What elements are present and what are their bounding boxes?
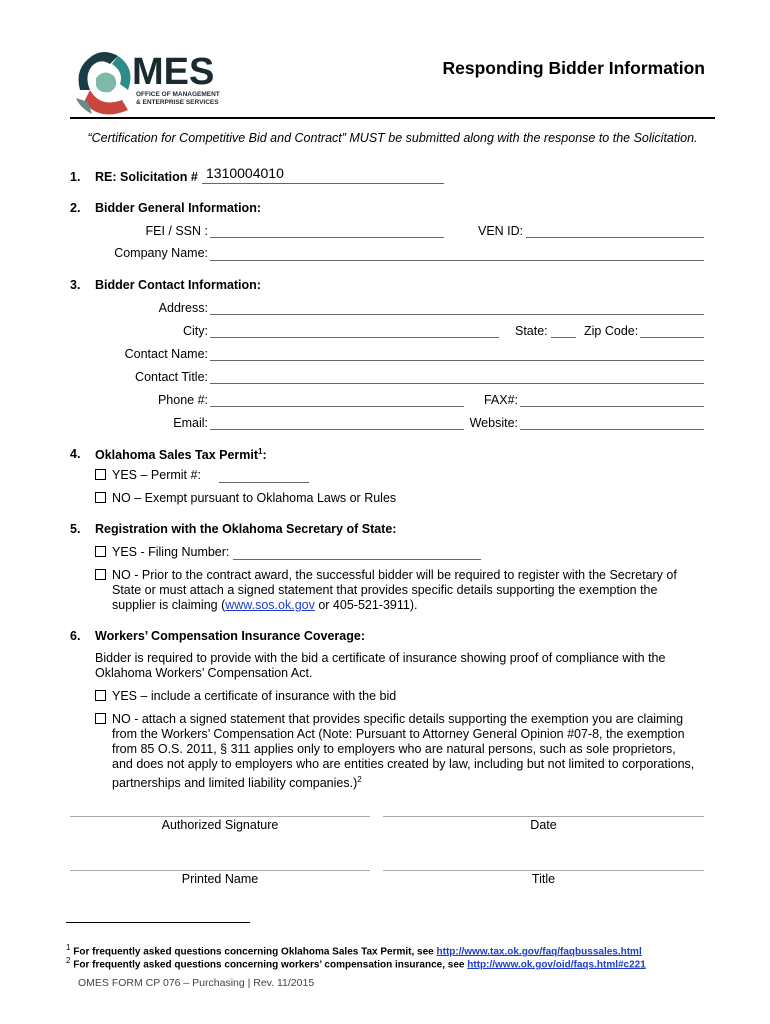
printed-name-line[interactable]	[70, 870, 370, 871]
svg-text:OFFICE OF MANAGEMENT: OFFICE OF MANAGEMENT	[136, 91, 220, 98]
fei-ssn-label: FEI / SSN :	[145, 224, 208, 238]
section-6-number: 6.	[70, 629, 81, 643]
company-name-field[interactable]	[210, 260, 704, 261]
sales-tax-permit-heading	[95, 447, 267, 462]
workers-comp-no-line-4: and does not apply to employers who are entities created by law, including but not limited to corporations,	[112, 757, 695, 771]
workers-comp-no-line-5-text: partnerships and limited liability companies.)	[112, 776, 358, 791]
printed-name-label: Printed Name	[181, 872, 259, 886]
solicitation-label: RE: Solicitation #	[95, 170, 198, 184]
ven-id-field[interactable]	[526, 237, 704, 238]
section-1-number: 1.	[70, 170, 81, 184]
footnote-1-number: 1	[66, 943, 71, 952]
state-label: State:	[515, 324, 548, 338]
zip-code-field[interactable]	[640, 337, 704, 338]
workers-comp-no-line-5	[112, 772, 694, 791]
sos-no-line-2: State or must attach a signed statement that provides specific details supporting the exemption the	[112, 583, 658, 597]
sos-no-line-3-post: or 405-521-3911).	[314, 598, 418, 612]
svg-text:& ENTERPRISE SERVICES: & ENTERPRISE SERVICES	[136, 99, 219, 106]
workers-comp-no-checkbox[interactable]	[95, 713, 106, 724]
svg-text:MES: MES	[132, 51, 215, 93]
city-field[interactable]	[210, 337, 499, 338]
omes-logo-mark	[70, 38, 250, 118]
email-field[interactable]	[210, 429, 464, 430]
bidder-general-info-heading: Bidder General Information:	[95, 201, 261, 215]
sos-yes-checkbox[interactable]	[95, 546, 106, 557]
section-2-number: 2.	[70, 201, 81, 215]
workers-comp-no-text	[112, 712, 694, 791]
fax-field[interactable]	[520, 406, 704, 407]
form-identifier: OMES FORM CP 076 – Purchasing | Rev. 11/2015	[78, 977, 315, 989]
zip-code-label: Zip Code:	[584, 324, 639, 338]
authorized-signature-line[interactable]	[70, 816, 370, 817]
email-label: Email:	[173, 416, 208, 430]
sos-website-link[interactable]: www.sos.ok.gov	[225, 598, 315, 612]
phone-field[interactable]	[210, 406, 464, 407]
section-5-number: 5.	[70, 522, 81, 536]
workers-comp-no-line-3: from 85 O.S. 2011, § 311 applies only to employers who are natural persons, such as sole proprietors,	[112, 742, 676, 756]
solicitation-number-value[interactable]: 1310004010	[206, 165, 284, 181]
fax-label: FAX#:	[483, 393, 518, 407]
authorized-signature-label: Authorized Signature	[161, 818, 279, 832]
workers-comp-yes-checkbox[interactable]	[95, 690, 106, 701]
workers-comp-heading: Workers’ Compensation Insurance Coverage:	[95, 629, 365, 643]
sos-no-text	[112, 568, 677, 613]
sales-tax-yes-checkbox[interactable]	[95, 469, 106, 480]
page-title: Responding Bidder Information	[442, 58, 705, 78]
contact-title-field[interactable]	[210, 383, 704, 384]
fei-ssn-field[interactable]	[210, 237, 444, 238]
footnote-separator	[66, 922, 250, 923]
address-field[interactable]	[210, 314, 704, 315]
sales-tax-permit-colon: :	[262, 448, 267, 463]
header-divider	[70, 117, 715, 119]
sales-tax-no-checkbox[interactable]	[95, 492, 106, 503]
workers-comp-intro-line-2: Oklahoma Workers’ Compensation Act.	[95, 666, 313, 680]
website-field[interactable]	[520, 429, 704, 430]
phone-label: Phone #:	[157, 393, 208, 407]
sos-no-line-1: NO - Prior to the contract award, the successful bidder will be required to register with the Secretary of	[112, 568, 677, 582]
footnote-2-link[interactable]: http://www.ok.gov/oid/faqs.html#c221	[467, 959, 646, 971]
footnote-2-number: 2	[66, 956, 71, 965]
company-name-label: Company Name:	[114, 246, 208, 260]
footnote-1-text: For frequently asked questions concerning Oklahoma Sales Tax Permit, see	[73, 946, 437, 958]
address-label: Address:	[158, 301, 208, 315]
footnote-ref-1: 1	[258, 447, 263, 456]
sales-tax-yes-label: YES – Permit #:	[112, 468, 201, 482]
sos-yes-label: YES - Filing Number:	[112, 545, 230, 559]
sos-no-line-3	[112, 598, 677, 613]
section-4-number: 4.	[70, 447, 81, 461]
website-label: Website:	[469, 416, 518, 430]
footnote-2	[66, 956, 646, 970]
sales-tax-permit-label: Oklahoma Sales Tax Permit	[95, 448, 259, 463]
title-line[interactable]	[383, 870, 704, 871]
section-3-number: 3.	[70, 278, 81, 292]
footnote-1-link[interactable]: http://www.tax.ok.gov/faq/faqbussales.html	[436, 946, 642, 958]
filing-number-field[interactable]	[233, 559, 481, 560]
city-label: City:	[183, 324, 208, 338]
state-field[interactable]	[551, 337, 576, 338]
certification-notice: “Certification for Competitive Bid and Contract” MUST be submitted along with the response to the Solicitation.	[87, 131, 698, 145]
solicitation-field-line	[202, 183, 444, 184]
workers-comp-no-line-2: from the Workers’ Compensation Act (Note: Pursuant to Attorney General Opinion #07-8, the exemption	[112, 727, 685, 741]
workers-comp-no-line-1: NO - attach a signed statement that provides specific details supporting the exemption you are claiming	[112, 712, 684, 726]
omes-logo	[70, 38, 250, 118]
title-label: Title	[531, 872, 556, 886]
ven-id-label: VEN ID:	[478, 224, 524, 238]
sos-no-checkbox[interactable]	[95, 569, 106, 580]
sales-tax-no-label: NO – Exempt pursuant to Oklahoma Laws or Rules	[112, 491, 397, 505]
permit-number-field[interactable]	[219, 482, 309, 483]
date-line[interactable]	[383, 816, 704, 817]
contact-name-label: Contact Name:	[124, 347, 208, 361]
sos-no-line-3-pre: supplier is claiming (	[112, 598, 226, 612]
footnote-ref-2: 2	[357, 775, 362, 784]
contact-name-field[interactable]	[210, 360, 704, 361]
workers-comp-intro	[95, 651, 665, 681]
contact-title-label: Contact Title:	[135, 370, 208, 384]
workers-comp-intro-line-1: Bidder is required to provide with the bid a certificate of insurance showing proof of compliance with the	[95, 651, 666, 665]
date-label: Date	[530, 818, 557, 832]
secretary-of-state-heading: Registration with the Oklahoma Secretary of State:	[95, 522, 397, 536]
workers-comp-yes-label: YES – include a certificate of insurance with the bid	[112, 689, 397, 703]
footnote-2-text: For frequently asked questions concerning workers’ compensation insurance, see	[73, 959, 468, 971]
bidder-contact-info-heading: Bidder Contact Information:	[95, 278, 261, 292]
